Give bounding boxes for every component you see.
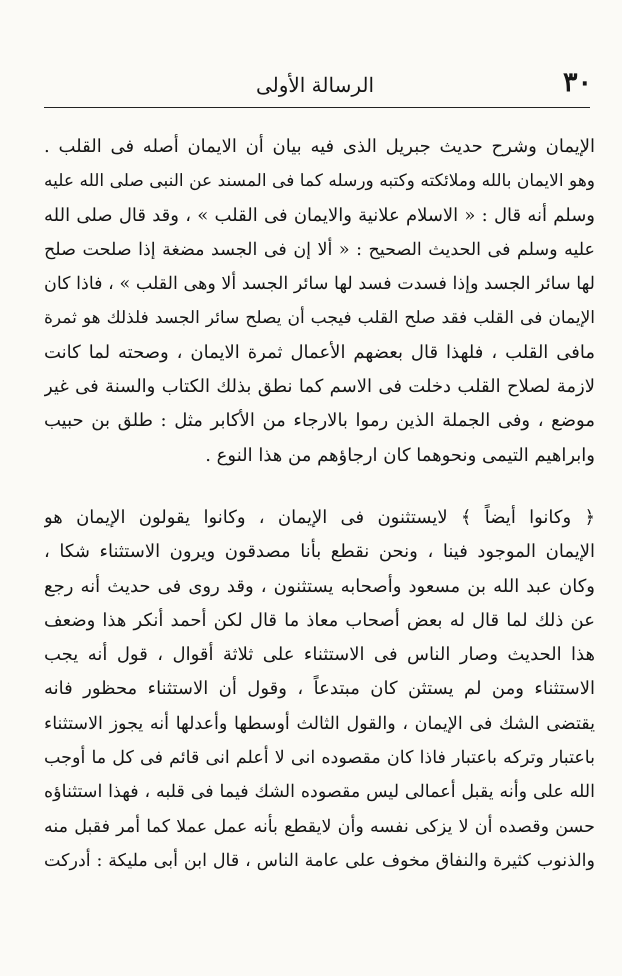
text-line: الإيمان الموجود فينا ، ونحن نقطع بأنا مصدقون ويرون الاستثناء شكا ،	[44, 541, 595, 563]
text-line: لها سائر الجسد وإذا فسدت فسد لها سائر الجسد ألا وهى القلب » ، فاذا كان	[44, 274, 595, 295]
paragraph-spacer	[44, 473, 595, 501]
text-line: وسلم أنه قال : « الاسلام علانية والايمان فى القلب » ، وقد قال صلى الله	[44, 204, 595, 226]
text-line: مافى القلب ، فلهذا قال بعضهم الأعمال ثمرة الايمان ، وصحته لما كانت	[44, 341, 595, 363]
page-header	[44, 62, 600, 102]
text-line: وهو الايمان بالله وملائكته وكتبه ورسله كما فى المسند عن النبى صلى الله عليه	[44, 171, 595, 192]
paragraph-2	[44, 501, 595, 878]
text-line: الاستثناء ومن لم يستثن كان مبتدعاً ، وقول أن الاستثناء محظور فانه	[44, 678, 595, 700]
page-number: ٣٠	[562, 67, 592, 98]
text-line: هذا الحديث وصار الناس فى الاستثناء على ثلاثة أقوال ، قول أنه يجب	[44, 644, 595, 666]
running-title: الرسالة الأولى	[255, 73, 375, 97]
text-line: ﴿ وكانوا أيضاً ﴾ لايستثنون فى الإيمان ، وكانوا يقولون الإيمان هو	[44, 506, 595, 528]
header-rule	[44, 107, 590, 108]
text-line: عليه وسلم فى الحديث الصحيح : « ألا إن فى الجسد مضغة إذا صلحت صلح	[44, 239, 595, 260]
text-line: والذنوب كثيرة والنفاق مخوف على عامة الناس ، قال ابن أبى مليكة : أدركت	[44, 850, 595, 871]
body-text	[44, 130, 595, 878]
paragraph-1	[44, 130, 595, 473]
text-line: الإيمان فى القلب فقد صلح القلب فيجب أن يصلح سائر الجسد فلذلك هو ثمرة	[44, 308, 595, 329]
text-line: الإيمان وشرح حديث جبريل الذى فيه بيان أن الايمان أصله فى القلب .	[44, 136, 595, 157]
text-line: حسن وقصده أن لا يزكى نفسه وأن لايقطع بأنه عمل عملا كما أمر فقبل منه	[44, 816, 595, 837]
text-line: لازمة لصلاح القلب دخلت فى الاسم كما نطق بذلك الكتاب والسنة فى غير	[44, 376, 595, 398]
text-line: موضع ، وفى الجملة الذين رموا بالارجاء من الأكابر مثل : طلق بن حبيب	[44, 410, 595, 432]
text-line: باعتبار وتركه باعتبار فاذا كان مقصوده انى لا أعلم انى قائم فى كل ما أوجب	[44, 748, 595, 769]
text-line: وكان عبد الله بن مسعود وأصحابه يستثنون ، وقد روى فى حديث أنه رجع	[44, 575, 595, 597]
text-line: عن ذلك لما قال له بعض أصحاب معاذ ما قال لكن أحمد أنكر هذا وضعف	[44, 609, 595, 631]
text-line: الله على وأنه يقبل أعمالى ليس مقصوده الشك فيما فى قلبه ، فهذا استثناؤه	[44, 782, 595, 803]
text-line: وابراهيم التيمى ونحوهما كان ارجاؤهم من هذا النوع .	[205, 444, 595, 466]
text-line: يقتضى الشك فى الإيمان ، والقول الثالث أوسطها وأعدلها أنه يجوز الاستثناء	[44, 713, 595, 734]
